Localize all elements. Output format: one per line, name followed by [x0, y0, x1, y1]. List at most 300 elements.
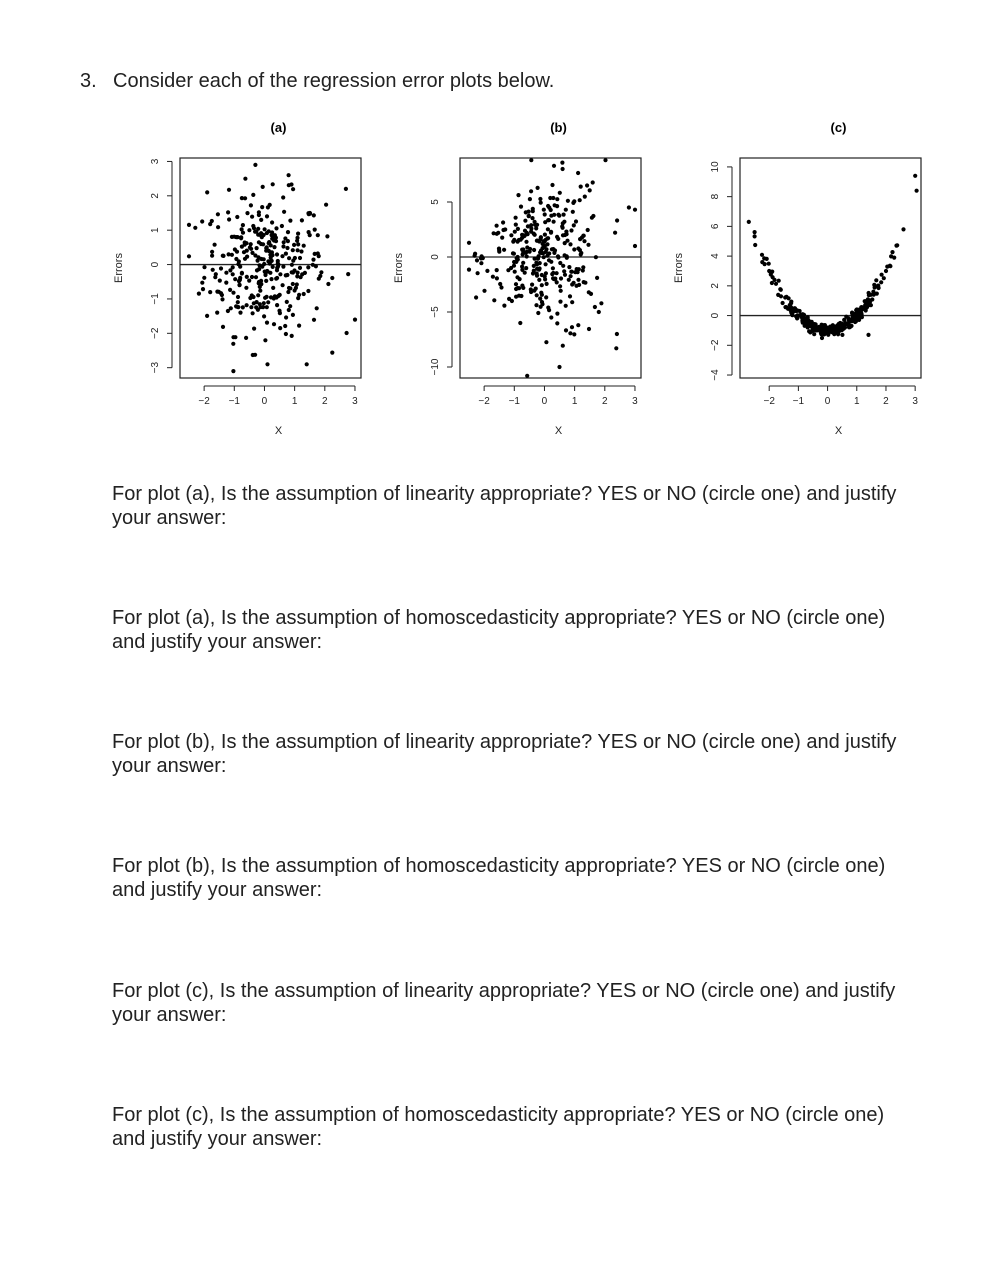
data-point — [266, 300, 270, 304]
data-point — [239, 236, 243, 240]
x-tick-label: 2 — [322, 396, 328, 407]
data-point — [261, 305, 265, 309]
data-point — [880, 273, 884, 277]
y-axis-label: Errors — [113, 253, 125, 283]
data-point — [495, 268, 499, 272]
data-point — [240, 227, 244, 231]
data-point — [187, 254, 191, 258]
data-point — [345, 331, 349, 335]
data-point — [287, 173, 291, 177]
x-axis-label: X — [274, 425, 283, 437]
data-point — [875, 292, 879, 296]
data-point — [856, 316, 860, 320]
data-point — [275, 276, 279, 280]
y-tick-label: −10 — [430, 358, 441, 376]
data-point — [550, 183, 554, 187]
data-point — [296, 242, 300, 246]
data-point — [499, 285, 503, 289]
data-point — [556, 255, 560, 259]
data-point — [594, 255, 598, 259]
data-point — [267, 229, 271, 233]
data-point — [837, 322, 841, 326]
data-point — [297, 324, 301, 328]
data-point — [550, 247, 554, 251]
data-point — [576, 323, 580, 327]
data-point — [633, 208, 637, 212]
x-tick-label: 2 — [883, 396, 889, 407]
data-point — [512, 252, 516, 256]
data-point — [786, 307, 790, 311]
data-point — [528, 247, 532, 251]
data-point — [231, 272, 235, 276]
x-tick-label: 2 — [602, 396, 608, 407]
data-point — [298, 266, 302, 270]
data-point — [266, 259, 270, 263]
data-point — [537, 278, 541, 282]
data-point — [753, 243, 757, 247]
x-axis-label: X — [554, 425, 563, 437]
data-point — [253, 163, 257, 167]
data-point — [273, 233, 277, 237]
data-point — [915, 189, 919, 193]
data-point — [281, 195, 285, 199]
data-point — [516, 193, 520, 197]
data-point — [814, 326, 818, 330]
data-point — [254, 230, 258, 234]
data-point — [539, 201, 543, 205]
data-point — [210, 254, 214, 258]
data-point — [561, 344, 565, 348]
data-point — [244, 286, 248, 290]
data-point — [251, 353, 255, 357]
data-point — [473, 254, 477, 258]
x-tick-label: −2 — [763, 396, 775, 407]
data-point — [570, 300, 574, 304]
data-point — [201, 287, 205, 291]
data-point — [544, 262, 548, 266]
data-point — [591, 214, 595, 218]
prompt-a-linearity: For plot (a), Is the assumption of linearity appropriate? YES or NO (circle one) and justify your answer: — [112, 483, 897, 529]
x-tick-label: −2 — [478, 396, 490, 407]
plot-a-svg — [106, 110, 406, 450]
data-point — [586, 243, 590, 247]
data-point — [282, 210, 286, 214]
data-point — [205, 190, 209, 194]
data-point — [285, 300, 289, 304]
data-point — [346, 272, 350, 276]
data-point — [216, 212, 220, 216]
data-point — [263, 338, 267, 342]
data-point — [495, 276, 499, 280]
data-point — [561, 221, 565, 225]
data-point — [220, 297, 224, 301]
data-point — [879, 280, 883, 284]
data-point — [295, 239, 299, 243]
data-point — [312, 318, 316, 322]
data-point — [295, 274, 299, 278]
data-point — [831, 323, 835, 327]
data-point — [563, 233, 567, 237]
data-point — [227, 217, 231, 221]
data-point — [516, 227, 520, 231]
data-point — [278, 293, 282, 297]
data-point — [259, 282, 263, 286]
data-point — [238, 278, 242, 282]
data-point — [236, 262, 240, 266]
data-point — [843, 321, 847, 325]
plot-title: (b) — [550, 120, 567, 135]
data-point — [247, 228, 251, 232]
y-tick-label: −2 — [150, 327, 161, 340]
data-point — [299, 249, 303, 253]
data-point — [283, 324, 287, 328]
data-point — [831, 330, 835, 334]
data-point — [233, 247, 237, 251]
data-point — [779, 294, 783, 298]
data-point — [324, 203, 328, 207]
data-point — [311, 258, 315, 262]
data-point — [254, 275, 258, 279]
data-point — [531, 207, 535, 211]
data-point — [193, 226, 197, 230]
data-point — [583, 195, 587, 199]
data-point — [269, 277, 273, 281]
data-point — [187, 223, 191, 227]
data-point — [530, 216, 534, 220]
data-point — [552, 164, 556, 168]
data-point — [272, 245, 276, 249]
data-point — [281, 265, 285, 269]
data-point — [801, 312, 805, 316]
data-point — [247, 279, 251, 283]
data-point — [275, 252, 279, 256]
data-point — [549, 315, 553, 319]
data-point — [275, 268, 279, 272]
data-point — [772, 278, 776, 282]
data-point — [753, 230, 757, 234]
data-point — [312, 213, 316, 217]
data-point — [529, 189, 533, 193]
data-point — [276, 263, 280, 267]
data-point — [538, 266, 542, 270]
data-point — [523, 219, 527, 223]
data-point — [208, 290, 212, 294]
data-point — [822, 327, 826, 331]
data-point — [330, 276, 334, 280]
data-point — [265, 362, 269, 366]
data-point — [547, 206, 551, 210]
data-point — [543, 220, 547, 224]
data-point — [263, 296, 267, 300]
data-point — [224, 271, 228, 275]
data-point — [867, 291, 871, 295]
data-point — [540, 283, 544, 287]
data-point — [216, 225, 220, 229]
data-point — [557, 214, 561, 218]
data-point — [532, 232, 536, 236]
data-point — [913, 174, 917, 178]
data-point — [555, 280, 559, 284]
data-point — [318, 274, 322, 278]
data-point — [501, 220, 505, 224]
data-point — [561, 264, 565, 268]
data-point — [197, 292, 201, 296]
data-point — [245, 275, 249, 279]
data-point — [552, 277, 556, 281]
data-point — [524, 266, 528, 270]
y-tick-label: 6 — [710, 223, 721, 230]
prompt-a-homoscedasticity: For plot (a), Is the assumption of homoscedasticity appropriate? YES or NO (circle one) and justify your answer: — [112, 607, 886, 653]
plot-title: (c) — [830, 120, 847, 135]
data-point — [292, 268, 296, 272]
prompt-c-linearity: For plot (c), Is the assumption of linearity appropriate? YES or NO (circle one) and justify your answer: — [112, 980, 896, 1026]
data-point — [557, 365, 561, 369]
x-tick-label: −1 — [228, 396, 241, 407]
y-tick-label: 1 — [150, 227, 161, 233]
plot-b — [386, 110, 686, 450]
plot-frame — [460, 158, 641, 378]
data-point — [281, 283, 285, 287]
data-point — [890, 250, 894, 254]
data-point — [603, 158, 607, 162]
data-point — [569, 274, 573, 278]
data-point — [236, 295, 240, 299]
data-point — [532, 248, 536, 252]
data-point — [570, 270, 574, 274]
data-point — [258, 302, 262, 306]
data-point — [243, 196, 247, 200]
data-point — [495, 232, 499, 236]
data-point — [233, 335, 237, 339]
x-tick-label: −2 — [198, 396, 210, 407]
data-point — [533, 257, 537, 261]
x-tick-label: −1 — [508, 396, 521, 407]
data-point — [525, 254, 529, 258]
data-point — [864, 308, 868, 312]
data-point — [781, 301, 785, 305]
data-point — [311, 263, 315, 267]
data-point — [280, 254, 284, 258]
data-point — [524, 240, 528, 244]
x-axis-label: X — [834, 425, 843, 437]
data-point — [767, 262, 771, 266]
data-point — [275, 303, 279, 307]
data-point — [221, 325, 225, 329]
data-point — [518, 277, 522, 281]
data-point — [315, 306, 319, 310]
data-point — [476, 271, 480, 275]
data-point — [213, 243, 217, 247]
data-point — [565, 254, 569, 258]
x-tick-label: 0 — [261, 396, 268, 407]
data-point — [562, 213, 566, 217]
data-point — [783, 295, 787, 299]
y-tick-label: −4 — [710, 369, 721, 381]
data-point — [467, 268, 471, 272]
data-point — [259, 257, 263, 261]
data-point — [543, 274, 547, 278]
data-point — [577, 283, 581, 287]
data-point — [552, 220, 556, 224]
y-tick-label: 0 — [150, 261, 161, 268]
data-point — [240, 271, 244, 275]
data-point — [519, 205, 523, 209]
data-point — [305, 362, 309, 366]
data-point — [276, 259, 280, 263]
data-point — [555, 204, 559, 208]
data-point — [578, 198, 582, 202]
data-point — [249, 203, 253, 207]
data-point — [521, 252, 525, 256]
data-point — [210, 250, 214, 254]
x-tick-label: 3 — [912, 396, 918, 407]
data-point — [231, 265, 235, 269]
data-point — [561, 226, 565, 230]
data-point — [509, 266, 513, 270]
data-point — [535, 223, 539, 227]
data-point — [313, 228, 317, 232]
data-point — [614, 346, 618, 350]
data-point — [514, 223, 518, 227]
data-point — [519, 294, 523, 298]
data-point — [542, 255, 546, 259]
data-point — [215, 311, 219, 315]
data-point — [271, 286, 275, 290]
data-point — [555, 197, 559, 201]
x-tick-label: 3 — [352, 396, 358, 407]
data-point — [286, 230, 290, 234]
data-point — [865, 304, 869, 308]
data-point — [250, 275, 254, 279]
data-point — [597, 310, 601, 314]
y-tick-label: −5 — [430, 306, 441, 318]
data-point — [475, 258, 479, 262]
data-point — [559, 289, 563, 293]
data-point — [564, 304, 568, 308]
plot-frame — [740, 158, 921, 378]
data-point — [290, 263, 294, 267]
data-point — [274, 226, 278, 230]
data-point — [546, 306, 550, 310]
data-point — [585, 183, 589, 187]
plot-c — [666, 110, 966, 450]
data-point — [211, 268, 215, 272]
data-point — [277, 309, 281, 313]
data-point — [233, 277, 237, 281]
data-point — [561, 167, 565, 171]
data-point — [252, 327, 256, 331]
data-point — [555, 312, 559, 316]
data-point — [564, 328, 568, 332]
data-point — [306, 265, 310, 269]
data-point — [539, 305, 543, 309]
data-point — [467, 241, 471, 245]
data-point — [298, 256, 302, 260]
data-point — [288, 219, 292, 223]
data-point — [810, 324, 814, 328]
data-point — [549, 260, 553, 264]
data-point — [563, 273, 567, 277]
data-point — [287, 308, 291, 312]
plot-a — [106, 110, 406, 450]
data-point — [536, 311, 540, 315]
data-point — [543, 233, 547, 237]
data-point — [291, 248, 295, 252]
data-point — [513, 230, 517, 234]
plot-b-svg — [386, 110, 686, 450]
data-point — [558, 284, 562, 288]
data-point — [507, 297, 511, 301]
data-point — [210, 219, 214, 223]
data-point — [257, 263, 261, 267]
x-tick-label: 1 — [853, 396, 860, 407]
data-point — [567, 265, 571, 269]
data-point — [302, 292, 306, 296]
data-point — [570, 325, 574, 329]
x-tick-label: 0 — [541, 396, 548, 407]
data-point — [544, 340, 548, 344]
data-point — [588, 188, 592, 192]
data-point — [529, 227, 533, 231]
data-point — [583, 281, 587, 285]
data-point — [760, 260, 764, 264]
data-point — [753, 234, 757, 238]
data-point — [826, 333, 830, 337]
data-point — [255, 268, 259, 272]
data-point — [240, 245, 244, 249]
data-point — [482, 289, 486, 293]
data-point — [874, 278, 878, 282]
data-point — [202, 276, 206, 280]
data-point — [281, 244, 285, 248]
data-point — [539, 291, 543, 295]
prompt-c-homoscedasticity: For plot (c), Is the assumption of homoscedasticity appropriate? YES or NO (circle one) and justify your answer: — [112, 1104, 885, 1150]
data-point — [292, 243, 296, 247]
data-point — [326, 282, 330, 286]
data-point — [306, 211, 310, 215]
data-point — [876, 284, 880, 288]
data-point — [236, 300, 240, 304]
data-point — [591, 180, 595, 184]
y-tick-label: 2 — [710, 283, 721, 289]
data-point — [587, 327, 591, 331]
data-point — [245, 211, 249, 215]
data-point — [578, 237, 582, 241]
data-point — [295, 282, 299, 286]
data-point — [518, 321, 522, 325]
data-point — [257, 213, 261, 217]
data-point — [218, 279, 222, 283]
data-point — [280, 224, 284, 228]
data-point — [613, 231, 617, 235]
data-point — [296, 232, 300, 236]
data-point — [296, 248, 300, 252]
data-point — [543, 212, 547, 216]
data-point — [249, 305, 253, 309]
data-point — [789, 301, 793, 305]
data-point — [491, 275, 495, 279]
data-point — [227, 188, 231, 192]
data-point — [513, 270, 517, 274]
data-point — [572, 223, 576, 227]
data-point — [572, 247, 576, 251]
data-point — [525, 374, 529, 378]
data-point — [564, 208, 568, 212]
data-point — [238, 311, 242, 315]
data-point — [256, 308, 260, 312]
data-point — [633, 244, 637, 248]
data-point — [568, 294, 572, 298]
